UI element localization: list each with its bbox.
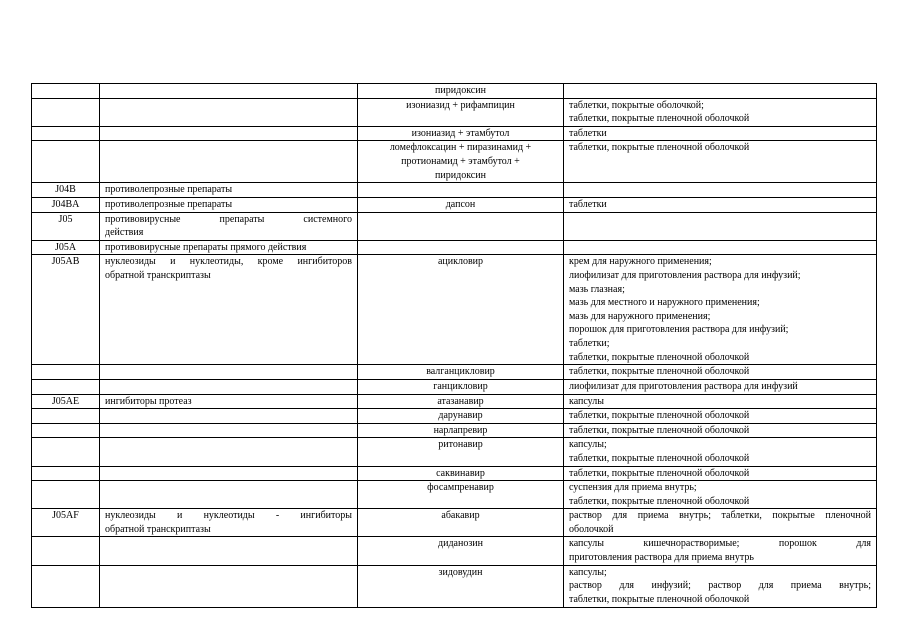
dosage-form-cell (564, 183, 877, 198)
group-name-cell (100, 126, 358, 141)
drug-table-body (32, 84, 877, 608)
dosage-form-line: оболочкой (569, 523, 614, 535)
drug-name-cell (358, 197, 564, 212)
drug-name-cell (358, 423, 564, 438)
atc-code-cell (32, 84, 100, 99)
group-name-line: обратной транскриптазы (105, 269, 211, 281)
group-name-cell (100, 394, 358, 409)
table-row (32, 481, 877, 509)
dosage-form-line: таблетки, покрытые пленочной оболочкой (569, 366, 750, 378)
group-name-line: противовирусные препараты прямого действия (105, 241, 307, 253)
dosage-form-cell (564, 365, 877, 380)
dosage-form-cell (564, 126, 877, 141)
dosage-form-line: таблетки, покрытые пленочной оболочкой (569, 424, 750, 436)
atc-code-cell: J05AB (32, 255, 100, 365)
group-name-cell (100, 379, 358, 394)
dosage-form-line: порошок для приготовления раствора для инфузий; (569, 324, 789, 336)
table-row (32, 183, 877, 198)
dosage-form-line: таблетки, покрытые оболочкой; (569, 99, 704, 111)
dosage-form-cell (564, 240, 877, 255)
table-row (32, 365, 877, 380)
group-name-cell (100, 255, 358, 365)
table-row (32, 423, 877, 438)
dosage-form-cell (564, 481, 877, 509)
table-row (32, 255, 877, 365)
dosage-form-line: мазь для местного и наружного применения; (569, 297, 760, 309)
group-name-line: действия (105, 227, 144, 239)
group-name-line: нуклеозиды и нуклеотиды, кроме ингибиторов (105, 256, 352, 268)
dosage-form-line: приготовления раствора для приема внутрь (569, 552, 754, 564)
dosage-form-cell (564, 197, 877, 212)
group-name-line: противовирусные препараты системного (105, 213, 352, 225)
dosage-form-line: мазь для наружного применения; (569, 310, 711, 322)
group-name-line: нуклеозиды и нуклеотиды - ингибиторы (105, 510, 352, 522)
dosage-form-line: таблетки, покрытые пленочной оболочкой (569, 410, 750, 422)
dosage-form-cell (564, 84, 877, 99)
table-row (32, 394, 877, 409)
dosage-form-line: лиофилизат для приготовления раствора для инфузий (569, 380, 798, 392)
dosage-form-cell (564, 212, 877, 240)
dosage-form-line: таблетки, покрытые пленочной оболочкой (569, 351, 750, 363)
atc-code-cell: J05 (32, 212, 100, 240)
drug-name-cell (358, 126, 564, 141)
dosage-form-line: таблетки (569, 127, 607, 139)
dosage-form-line: таблетки; (569, 337, 610, 349)
drug-name-cell (358, 141, 564, 183)
drug-name-cell (358, 481, 564, 509)
dosage-form-line: таблетки (569, 198, 607, 210)
atc-code-cell (32, 98, 100, 126)
group-name-line: противолепрозные препараты (105, 184, 233, 196)
group-name-line: обратной транскриптазы (105, 523, 211, 535)
drug-name-cell (358, 394, 564, 409)
dosage-form-line: капсулы; (569, 566, 607, 578)
table-row (32, 84, 877, 99)
atc-code-cell: J05AF (32, 509, 100, 537)
drug-name-line: валганцикловир (426, 366, 495, 378)
dosage-form-line: раствор для приема внутрь; таблетки, покрытые пленочной (569, 510, 871, 522)
table-row (32, 197, 877, 212)
drug-name-line: ломефлоксацин + пиразинамид + (389, 142, 532, 154)
atc-code-cell (32, 365, 100, 380)
drug-name-line: пиридоксин (435, 169, 486, 181)
dosage-form-cell (564, 98, 877, 126)
table-row (32, 212, 877, 240)
drug-name-line: изониазид + этамбутол (411, 127, 510, 139)
dosage-form-cell (564, 423, 877, 438)
dosage-form-cell (564, 466, 877, 481)
table-row (32, 509, 877, 537)
drug-name-cell (358, 240, 564, 255)
group-name-cell (100, 481, 358, 509)
dosage-form-line: таблетки, покрытые пленочной оболочкой (569, 467, 750, 479)
dosage-form-line: мазь глазная; (569, 283, 625, 295)
group-name-cell (100, 141, 358, 183)
atc-code-cell: J05A (32, 240, 100, 255)
group-name-cell (100, 197, 358, 212)
drug-name-line: зидовудин (438, 566, 483, 578)
drug-name-line: пиридоксин (435, 85, 486, 96)
dosage-form-line: капсулы; (569, 439, 607, 451)
atc-code-cell (32, 565, 100, 607)
group-name-cell (100, 240, 358, 255)
drug-name-line: ацикловир (437, 256, 484, 268)
table-row (32, 126, 877, 141)
dosage-form-cell (564, 255, 877, 365)
dosage-form-cell (564, 438, 877, 466)
atc-code-cell: J04BA (32, 197, 100, 212)
dosage-form-cell (564, 537, 877, 565)
drug-name-cell (358, 98, 564, 126)
drug-name-line: дарунавир (438, 410, 483, 422)
dosage-form-line: таблетки, покрытые пленочной оболочкой (569, 113, 750, 125)
drug-name-line: ганцикловир (433, 380, 488, 392)
dosage-form-cell (564, 141, 877, 183)
atc-code-cell (32, 481, 100, 509)
drug-name-line: ритонавир (438, 439, 483, 451)
drug-name-line: саквинавир (436, 467, 485, 479)
dosage-form-line: капсулы (569, 395, 604, 407)
drug-name-line: нарлапревир (433, 424, 488, 436)
drug-name-line: фосампренавир (427, 482, 494, 494)
drug-name-cell (358, 255, 564, 365)
group-name-cell (100, 438, 358, 466)
dosage-form-cell (564, 379, 877, 394)
atc-code-cell (32, 438, 100, 466)
group-name-cell (100, 212, 358, 240)
drug-name-cell (358, 212, 564, 240)
group-name-cell (100, 466, 358, 481)
dosage-form-line: капсулы кишечнорастворимые; порошок для (569, 538, 871, 550)
group-name-cell (100, 509, 358, 537)
dosage-form-line: таблетки, покрытые пленочной оболочкой (569, 142, 750, 154)
atc-code-cell (32, 409, 100, 424)
group-name-cell (100, 409, 358, 424)
table-row (32, 240, 877, 255)
drug-name-cell (358, 409, 564, 424)
atc-code-cell (32, 379, 100, 394)
dosage-form-cell (564, 509, 877, 537)
drug-name-cell (358, 84, 564, 99)
drug-name-line: атазанавир (437, 395, 484, 407)
dosage-form-line: раствор для инфузий; раствор для приема внутрь; (569, 580, 871, 592)
atc-code-cell (32, 537, 100, 565)
dosage-form-line: суспензия для приема внутрь; (569, 482, 697, 494)
group-name-line: ингибиторы протеаз (105, 395, 192, 407)
drug-name-line: дапсон (445, 198, 476, 210)
dosage-form-cell (564, 565, 877, 607)
drug-table (31, 83, 877, 608)
atc-code-cell (32, 466, 100, 481)
drug-name-cell (358, 183, 564, 198)
drug-name-cell (358, 509, 564, 537)
atc-code-cell (32, 423, 100, 438)
drug-name-cell (358, 466, 564, 481)
table-row (32, 409, 877, 424)
dosage-form-line: таблетки, покрытые пленочной оболочкой (569, 452, 750, 464)
group-name-cell (100, 565, 358, 607)
group-name-cell (100, 423, 358, 438)
dosage-form-line: крем для наружного применения; (569, 256, 712, 268)
table-row (32, 438, 877, 466)
table-row (32, 379, 877, 394)
dosage-form-line: таблетки, покрытые пленочной оболочкой (569, 495, 750, 507)
group-name-cell (100, 183, 358, 198)
table-row (32, 98, 877, 126)
group-name-cell (100, 84, 358, 99)
drug-name-cell (358, 379, 564, 394)
drug-name-cell (358, 365, 564, 380)
drug-name-line: абакавир (441, 510, 480, 522)
dosage-form-line: таблетки, покрытые пленочной оболочкой (569, 593, 750, 605)
group-name-cell (100, 537, 358, 565)
group-name-cell (100, 365, 358, 380)
table-row (32, 141, 877, 183)
dosage-form-line: лиофилизат для приготовления раствора для инфузий; (569, 269, 801, 281)
drug-name-line: диданозин (438, 538, 483, 550)
group-name-line: противолепрозные препараты (105, 198, 233, 210)
table-row (32, 466, 877, 481)
drug-name-cell (358, 565, 564, 607)
atc-code-cell (32, 126, 100, 141)
table-row (32, 537, 877, 565)
dosage-form-cell (564, 394, 877, 409)
atc-code-cell (32, 141, 100, 183)
drug-name-line: изониазид + рифампицин (406, 99, 515, 111)
atc-code-cell: J04B (32, 183, 100, 198)
drug-name-line: протионамид + этамбутол + (401, 155, 520, 167)
atc-code-cell: J05AE (32, 394, 100, 409)
table-row (32, 565, 877, 607)
group-name-cell (100, 98, 358, 126)
dosage-form-cell (564, 409, 877, 424)
drug-name-cell (358, 537, 564, 565)
drug-name-cell (358, 438, 564, 466)
